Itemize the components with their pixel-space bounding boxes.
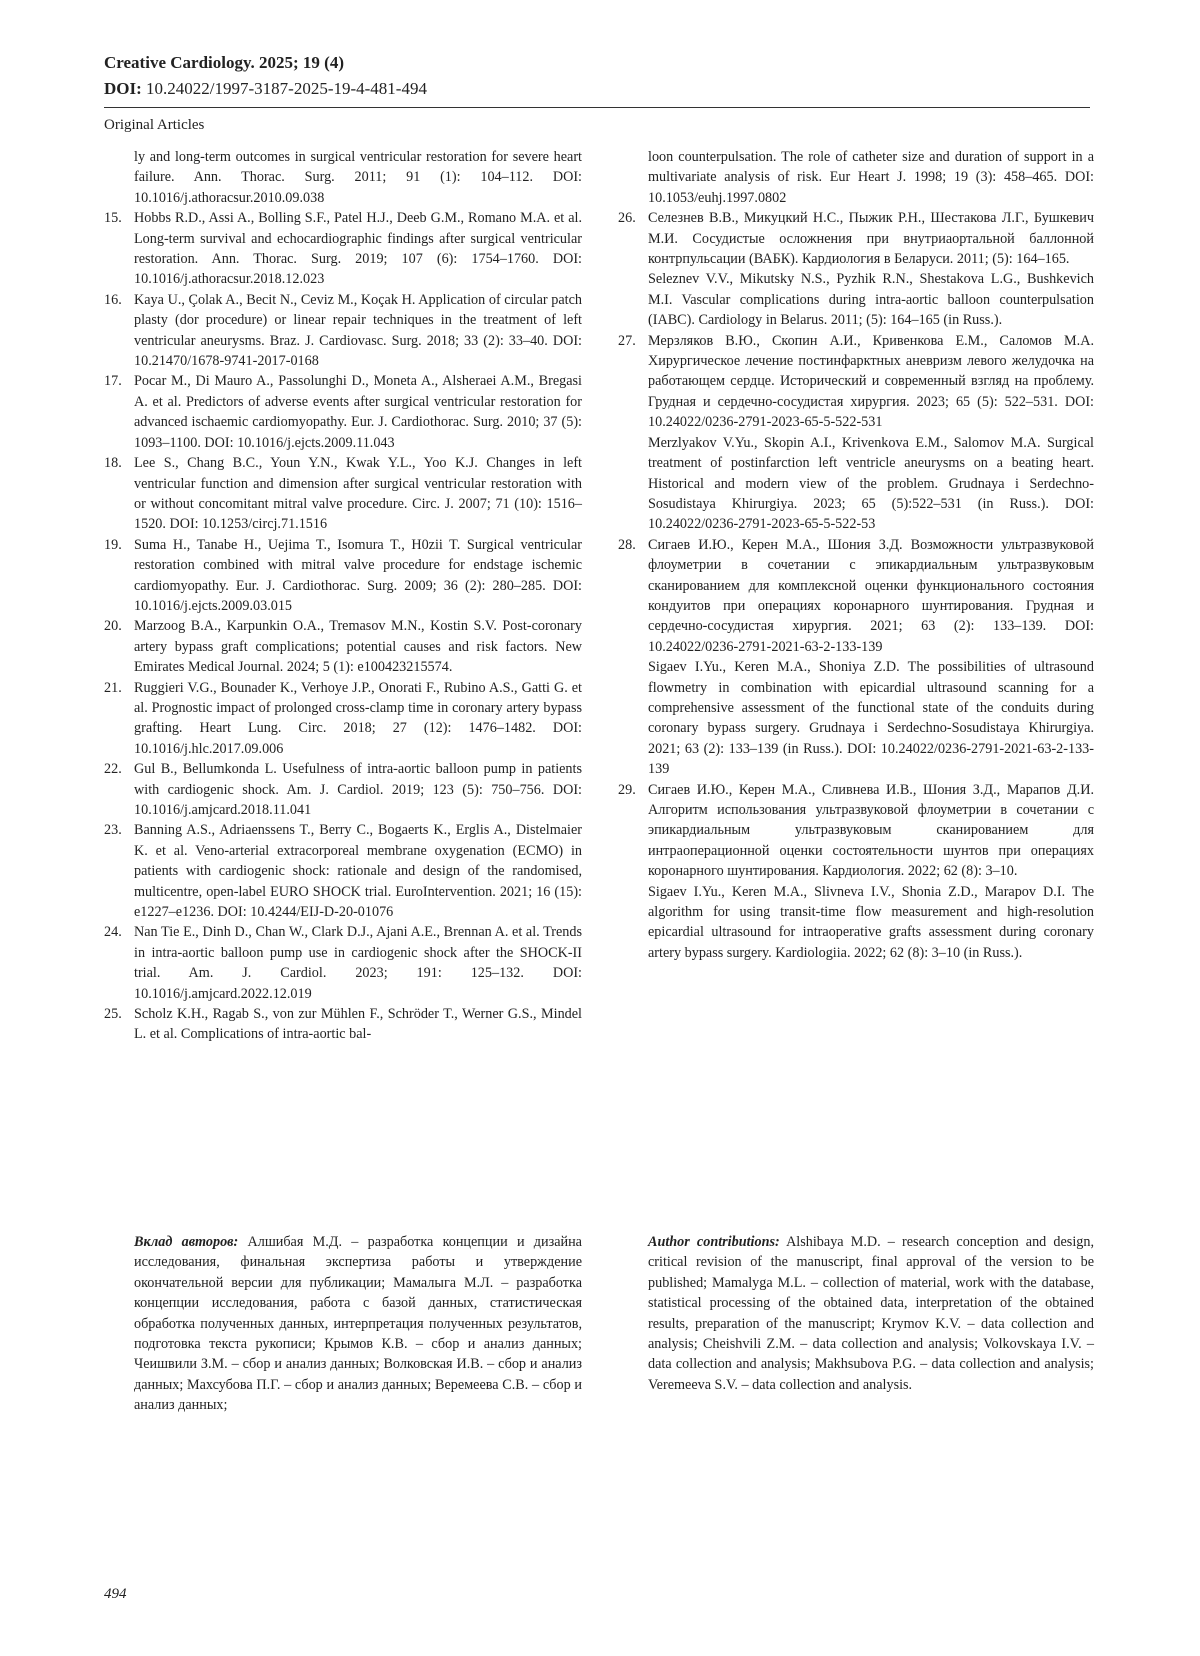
reference-item	[104, 290, 582, 372]
reference-number: 26.	[618, 210, 636, 227]
reference-item	[104, 535, 582, 617]
reference-item	[618, 780, 1094, 964]
contributions-text-ru: Алшибая М.Д. – разработка концепции и дизайна исследования, финальная экспертиза работы и утверждение окончательной версии для публикации; Мамалыга М.Л. – разработка концепции исследования, работа с базой данных, статистическая обработка полученных данных, интерпретация полученных результатов, подготовка текста рукописи; Крымов К.В. – сбор и анализ данных; Чеишвили З.М. – сбор и анализ данных; Волковская И.В. – сбор и анализ данных; Махсубова П.Г. – сбор и анализ данных; Веремеева С.В. – сбор и анализ данных;	[134, 1234, 582, 1414]
reference-item	[104, 1004, 582, 1045]
reference-text: Lee S., Chang B.C., Youn Y.N., Kwak Y.L., Yoo K.J. Changes in left ventricular function and dimension after surgical ventricular restoration with or without concomitant mitral valve procedure. Circ. J. 2007; 71 (10): 1516–1520. DOI: 10.1253/circj.71.1516	[134, 455, 582, 533]
reference-text-ru: Селезнев В.В., Микуцкий Н.С., Пыжик Р.Н., Шестакова Л.Г., Бушкевич М.И. Сосудистые осложнения при внутриаортальной баллонной контрпульсации (ВАБК). Кардиология в Беларуси. 2011; (5): 164–165.	[648, 210, 1094, 268]
contributions-label-en: Author contributions:	[648, 1234, 780, 1250]
reference-text-ru: Мерзляков В.Ю., Скопин А.И., Кривенкова Е.М., Саломов М.А. Хирургическое лечение постинфарктных аневризм левого желудочка на работающем сердце. Исторический и современный взгляд на проблему. Грудная и сердечно-сосудистая хирургия. 2023; 65 (5): 522–531. DOI: 10.24022/0236-2791-2023-65-5-522-531	[648, 332, 1094, 431]
reference-number: 21.	[104, 679, 122, 696]
reference-number: 19.	[104, 536, 122, 553]
reference-number: 25.	[104, 1006, 122, 1023]
reference-text: Suma H., Tanabe H., Uejima T., Isomura T., H0zii T. Surgical ventricular restoration combined with mitral valve procedure for endstage ischemic cardiomyopathy. Eur. J. Cardiothorac. Surg. 2009; 36 (2): 280–285. DOI: 10.1016/j.ejcts.2009.03.015	[134, 536, 582, 614]
reference-item	[104, 922, 582, 1004]
reference-item	[104, 616, 582, 677]
reference-item	[104, 453, 582, 535]
doi-label: DOI:	[104, 79, 142, 98]
reference-text: Gul B., Bellumkonda L. Usefulness of intra-aortic balloon pump in patients with cardiogenic shock. Am. J. Cardiol. 2019; 123 (5): 750–756. DOI: 10.1016/j.amjcard.2018.11.041	[134, 761, 582, 818]
reference-item	[618, 331, 1094, 535]
reference-continuation: loon counterpulsation. The role of catheter size and duration of support in a multivariate analysis of risk. Eur Heart J. 1998; 19 (3): 458–465. DOI: 10.1053/euhj.1997.0802	[648, 149, 1094, 206]
reference-text-en: Merzlyakov V.Yu., Skopin A.I., Krivenkova E.M., Salomov M.A. Surgical treatment of postinfarction left ventricle aneurysms on a beating heart. Historical and modern view of the problem. Grudnaya i Serdechno-Sosudistaya Khirurgiya. 2023; 65 (5):522–531 (in Russ.). DOI: 10.24022/0236-2791-2023-65-5-522-53	[648, 434, 1094, 533]
page-number: 494	[104, 1586, 127, 1602]
reference-text: Banning A.S., Adriaenssens T., Berry C., Bogaerts K., Erglis A., Distelmaier K. et al. Veno-arterial extracorporeal membrane oxygenation (ECMO) in patients with cardiogenic shock: rationale and design of the randomised, multicentre, open-label EURO SHOCK trial. EuroIntervention. 2021; 16 (15): e1227–e1236. DOI: 10.4244/EIJ-D-20-01076	[134, 822, 582, 921]
reference-number: 22.	[104, 761, 122, 778]
references-left-column	[104, 147, 582, 1045]
header-rule	[104, 107, 1090, 108]
reference-number: 20.	[104, 618, 122, 635]
section-label: Original Articles	[104, 117, 205, 133]
doi-line	[104, 76, 1090, 102]
reference-item	[104, 759, 582, 820]
reference-item	[104, 678, 582, 760]
reference-text: Marzoog B.A., Karpunkin O.A., Tremasov M.N., Kostin S.V. Post-coronary artery bypass graft complications; potential causes and risk factors. New Emirates Medical Journal. 2024; 5 (1): e100423215574.	[134, 618, 582, 676]
reference-number: 28.	[618, 536, 636, 553]
reference-text-en: Sigaev I.Yu., Keren M.A., Slivneva I.V., Shonia Z.D., Marapov D.I. The algorithm for using transit-time flow measurement and high-resolution epicardial ultrasound for intraoperative grafts assessment during coronary artery bypass surgery. Kardiologiia. 2022; 62 (8): 3–10 (in Russ.).	[648, 883, 1094, 961]
reference-item	[104, 208, 582, 290]
reference-item	[618, 535, 1094, 780]
reference-text: Ruggieri V.G., Bounader K., Verhoye J.P., Onorati F., Rubino A.S., Gatti G. et al. Prognostic impact of prolonged cross-clamp time in coronary artery bypass grafting. Heart Lung. Circ. 2018; 27 (12): 1476–1482. DOI: 10.1016/j.hlc.2017.09.006	[134, 679, 582, 757]
reference-number: 16.	[104, 291, 122, 308]
reference-text: Pocar M., Di Mauro A., Passolunghi D., Moneta A., Alsheraei A.M., Bregasi A. et al. Predictors of adverse events after surgical ventricular restoration for advanced ischaemic cardiomyopathy. Eur. J. Cardiothorac. Surg. 2010; 37 (5): 1093–1100. DOI: 10.1016/j.ejcts.2009.11.043	[134, 373, 582, 451]
contributions-text-en: Alshibaya M.D. – research conception and design, critical revision of the manuscript, final approval of the version to be published; Mamalyga M.L. – collection of material, work with the database, statistical processing of the obtained data, interpretation of the obtained results, preparation of the manuscript; Krymov K.V. – data collection and analysis; Cheishvili Z.M. – data collection and analysis; Volkovskaya I.V. – data collection and analysis; Makhsubova P.G. – data collection and analysis; Veremeeva S.V. – data collection and analysis.	[648, 1234, 1094, 1393]
contributions-label-ru: Вклад авторов:	[134, 1234, 239, 1250]
reference-number: 18.	[104, 455, 122, 472]
references-right-column	[618, 147, 1094, 963]
reference-number: 24.	[104, 924, 122, 941]
reference-text: Nan Tie E., Dinh D., Chan W., Clark D.J., Ajani A.E., Brennan A. et al. Trends in intra-aortic balloon pump use in cardiogenic shock after the SHOCK-II trial. Am. J. Cardiol. 2023; 191: 125–132. DOI: 10.1016/j.amjcard.2022.12.019	[134, 924, 582, 1002]
reference-item	[104, 371, 582, 453]
author-contributions-ru	[134, 1232, 582, 1416]
reference-text-ru: Сигаев И.Ю., Керен М.А., Шония З.Д. Возможности ультразвуковой флоуметрии в сочетании с эпикардиальным ультразвуковым сканированием для комплексной оценки функционального состояния кондуитов при операциях коронарного шунтирования. Грудная и сердечно-сосудистая хирургия. 2021; 63 (2): 133–139. DOI: 10.24022/0236-2791-2021-63-2-133-139	[648, 536, 1094, 655]
reference-text-en: Sigaev I.Yu., Keren M.A., Shoniya Z.D. The possibilities of ultrasound flowmetry in combination with epicardial ultrasound scanning for a comprehensive assessment of the functional state of the conduits during coronary bypass surgery. Grudnaya i Serdechno-Sosudistaya Khirurgiya. 2021; 63 (2): 133–139 (in Russ.). DOI: 10.24022/0236-2791-2021-63-2-133-139	[648, 659, 1094, 778]
page-header	[104, 50, 1090, 102]
reference-text-en: Seleznev V.V., Mikutsky N.S., Pyzhik R.N., Shestakova L.G., Bushkevich M.I. Vascular complications during intra-aortic balloon counterpulsation (IABC). Cardiology in Belarus. 2011; (5): 164–165 (in Russ.).	[648, 271, 1094, 329]
reference-number: 15.	[104, 210, 122, 227]
reference-number: 27.	[618, 332, 636, 349]
author-contributions-en	[648, 1232, 1094, 1395]
reference-number: 23.	[104, 822, 122, 839]
reference-number: 17.	[104, 373, 122, 390]
reference-text: Hobbs R.D., Assi A., Bolling S.F., Patel H.J., Deeb G.M., Romano M.A. et al. Long-term survival and echocardiographic findings after surgical ventricular restoration. Ann. Thorac. Surg. 2019; 107 (6): 1754–1760. DOI: 10.1016/j.athoracsur.2018.12.023	[134, 210, 582, 288]
reference-item	[618, 208, 1094, 330]
reference-text: Kaya U., Çolak A., Becit N., Ceviz M., Koçak H. Application of circular patch plasty (dor procedure) or linear repair techniques in the treatment of left ventricular aneurysms. Braz. J. Cardiovasc. Surg. 2018; 33 (2): 33–40. DOI: 10.21470/1678-9741-2017-0168	[134, 291, 582, 370]
reference-text-ru: Сигаев И.Ю., Керен М.А., Сливнева И.В., Шония З.Д., Марапов Д.И. Алгоритм использования ультразвуковой флоуметрии в сочетании с эпикардиальным ультразвуковым сканированием для интраоперационной оценки состоятельности шунтов при операциях коронарного шунтирования. Кардиология. 2022; 62 (8): 3–10.	[648, 781, 1094, 880]
reference-continuation: ly and long-term outcomes in surgical ventricular restoration for severe heart failure. Ann. Thorac. Surg. 2011; 91 (1): 104–112. DOI: 10.1016/j.athoracsur.2010.09.038	[134, 149, 582, 206]
reference-text: Scholz K.H., Ragab S., von zur Mühlen F., Schröder T., Werner G.S., Mindel L. et al. Complications of intra-aortic bal-	[134, 1006, 582, 1043]
doi-value: 10.24022/1997-3187-2025-19-4-481-494	[141, 79, 427, 98]
reference-item	[104, 820, 582, 922]
journal-title: Creative Cardiology. 2025; 19 (4)	[104, 53, 345, 72]
reference-number: 29.	[618, 781, 636, 798]
